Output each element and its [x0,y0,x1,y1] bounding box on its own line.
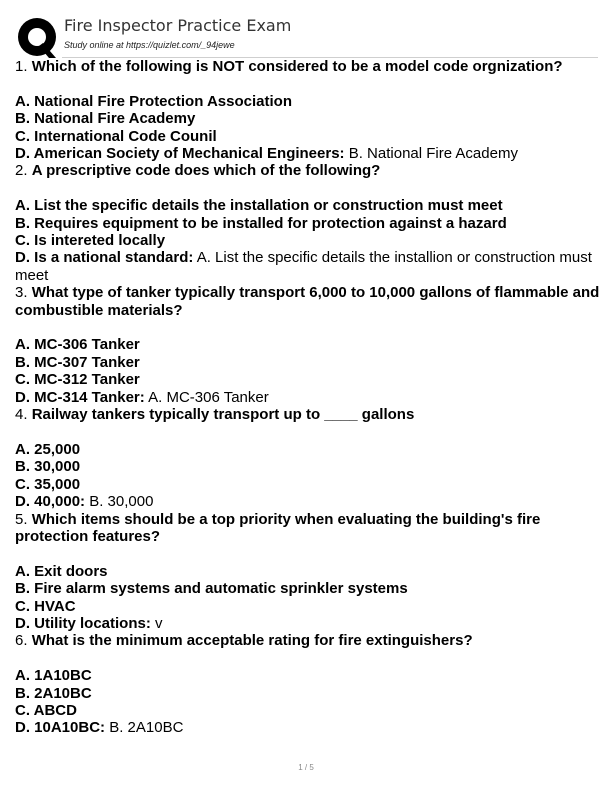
answer-text: B. National Fire Academy [344,145,518,163]
question-number: 5. [15,510,28,528]
option-a: A. 25,000 [15,440,81,458]
option-b: B. National Fire Academy [15,110,196,128]
option-c: C. MC-312 Tanker [15,371,140,389]
option-d-line [15,615,601,632]
document-title: Fire Inspector Practice Exam [64,16,292,35]
option-d-line [15,389,601,406]
answer-text: B. 2A10BC [105,719,184,737]
answer-text: B. 30,000 [85,493,154,511]
option-d: D. Is a national standard: [15,249,194,267]
question-line [15,511,601,546]
answer-text: v [150,614,163,632]
question-number: 1. [15,58,28,75]
option-d-line [15,249,601,284]
answer-text: A. MC-306 Tanker [144,388,269,406]
option-b: B. MC-307 Tanker [15,353,140,371]
option-d: D. 10A10BC: [15,719,106,737]
question-block [15,284,601,406]
question-block [15,58,601,162]
option-b: B. Requires equipment to be installed for protection against a hazard [15,214,507,232]
option-a: A. MC-306 Tanker [15,336,140,354]
question-number: 2. [15,162,28,180]
question-list [15,58,601,737]
option-a: A. List the specific details the installation or construction must meet [15,197,503,215]
option-d: D. Utility locations: [15,614,151,632]
question-line [15,58,601,75]
question-block [15,632,601,736]
question-number: 6. [15,632,28,650]
document-header [14,12,598,58]
question-block [15,511,601,633]
option-c: C. International Code Counil [15,127,217,145]
question-block [15,406,601,510]
option-d-line [15,493,601,510]
question-text: Which of the following is NOT considered to be a model code orgnization? [31,58,563,75]
question-line [15,632,601,649]
option-b: B. 2A10BC [15,684,92,702]
option-c: C. HVAC [15,597,76,615]
option-a: A. Exit doors [15,562,108,580]
option-d: D. MC-314 Tanker: [15,388,145,406]
option-d-line [15,719,601,736]
option-b: B. Fire alarm systems and automatic sprinkler systems [15,580,408,598]
question-line [15,406,601,423]
option-a: A. National Fire Protection Association [15,92,292,110]
quizlet-logo-icon [16,16,60,60]
document-subtitle: Study online at https://quizlet.com/_94jewe [64,40,235,50]
question-text: What is the minimum acceptable rating for fire extinguishers? [31,632,473,650]
question-line [15,162,601,179]
question-text: Which items should be a top priority when evaluating the building's fire protection features? [15,510,541,545]
option-c: C. 35,000 [15,475,81,493]
question-number: 4. [15,406,28,424]
answer-text: A. List the specific details the installion or construction must meet [15,249,592,284]
question-text: Railway tankers typically transport up to ____ gallons [31,406,415,424]
option-b: B. 30,000 [15,458,81,476]
question-number: 3. [15,284,28,302]
option-d: D. American Society of Mechanical Engineers: [15,145,345,163]
option-a: A. 1A10BC [15,667,92,685]
option-c: C. ABCD [15,701,77,719]
option-c: C. Is intereted locally [15,232,166,250]
question-block [15,162,601,284]
option-d-line [15,145,601,162]
question-text: A prescriptive code does which of the following? [31,162,381,180]
question-text: What type of tanker typically transport 6,000 to 10,000 gallons of flammable and combustible materials? [15,284,600,319]
page-number: 1 / 5 [298,763,314,772]
question-line [15,284,601,319]
option-d: D. 40,000: [15,493,86,511]
